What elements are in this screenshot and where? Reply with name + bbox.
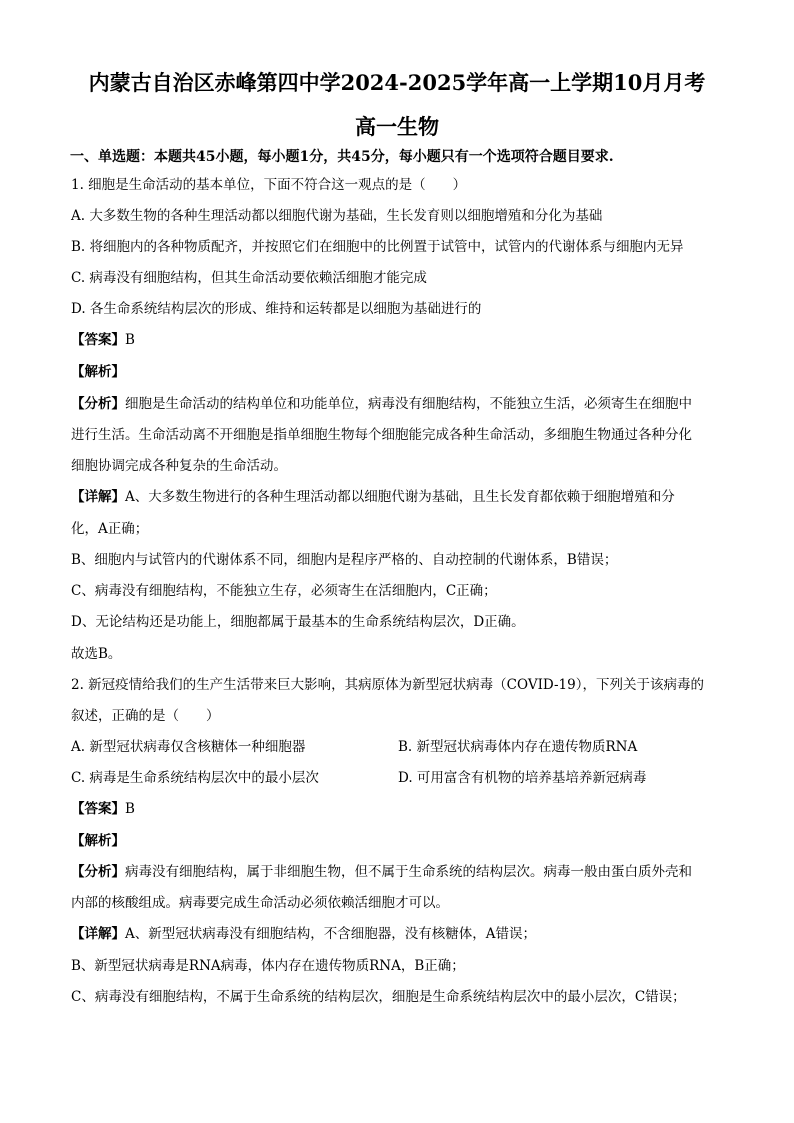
answer-value: B [125, 332, 135, 348]
answer-tag: 【答案】 [71, 801, 125, 817]
q1-stem: 1. 细胞是生命活动的基本单位，下面不符合这一观点的是（ ） [71, 177, 467, 193]
q2-stem: 2. 新冠疫情给我们的生产生活带来巨大影响，其病原体为新型冠状病毒（COVID-19），下列关于该病毒的 [71, 677, 704, 693]
q2-xiangjie-line: B、新型冠状病毒是RNA病毒，体内存在遗传物质RNA，B正确； [71, 958, 465, 974]
q2-option-b: B. 新型冠状病毒体内存在遗传物质RNA [398, 739, 638, 755]
q1-analysis-tag: 【解析】 [71, 364, 125, 380]
q1-xiangjie-line: B、细胞内与试管内的代谢体系不同，细胞内是程序严格的、自动控制的代谢体系，B错误； [71, 552, 618, 568]
q2-option-c: C. 病毒是生命系统结构层次中的最小层次 [71, 770, 319, 786]
q1-xiangjie-line: 化，A正确； [71, 521, 149, 537]
section-heading: 一、单选题：本题共45小题，每小题1分，共45分，每小题只有一个选项符合题目要求. [70, 149, 614, 165]
q2-fenxi-line: 内部的核酸组成。病毒要完成生命活动必须依赖活细胞才可以。 [71, 895, 449, 911]
q2-option-a: A. 新型冠状病毒仅含核糖体一种细胞器 [71, 739, 306, 755]
q2-analysis-tag: 【解析】 [71, 833, 125, 849]
exam-subtitle: 高一生物 [355, 114, 439, 139]
q1-xiangjie-line: C、病毒没有细胞结构，不能独立生存，必须寄生在活细胞内，C正确； [71, 583, 497, 599]
q2-xiangjie-line: 【详解】A、新型冠状病毒没有细胞结构，不含细胞器，没有核糖体，A错误； [71, 926, 536, 942]
q2-xiangjie-line: C、病毒没有细胞结构，不属于生命系统的结构层次，细胞是生命系统结构层次中的最小层次，C错误； [71, 989, 686, 1005]
xiangjie-tag: 【详解】 [71, 926, 125, 942]
fenxi-tag: 【分析】 [71, 396, 125, 412]
q1-option-b: B. 将细胞内的各种物质配齐，并按照它们在细胞中的比例置于试管中，试管内的代谢体系与细胞内无异 [71, 239, 684, 255]
q2-options-row [71, 736, 731, 758]
q1-answer [71, 329, 731, 351]
q2-options-row [71, 767, 731, 789]
q1-fenxi-line: 进行生活。生命活动离不开细胞是指单细胞生物每个细胞能完成各种生命活动，多细胞生物通过各种分化 [71, 427, 692, 443]
q2-stem: 叙述，正确的是（ ） [71, 708, 220, 724]
answer-value: B [125, 801, 135, 817]
answer-tag: 【答案】 [71, 332, 125, 348]
q1-fenxi-line: 【分析】细胞是生命活动的结构单位和功能单位，病毒没有细胞结构，不能独立生活，必须寄生在细胞中 [71, 396, 692, 412]
q1-option-d: D. 各生命系统结构层次的形成、维持和运转都是以细胞为基础进行的 [71, 301, 482, 317]
fenxi-tag: 【分析】 [71, 864, 125, 880]
q1-xiangjie-line: D、无论结构还是功能上，细胞都属于最基本的生命系统结构层次，D正确。 [71, 614, 525, 630]
q1-conclusion: 故选B。 [71, 646, 122, 662]
q1-option-c: C. 病毒没有细胞结构，但其生命活动要依赖活细胞才能完成 [71, 270, 427, 286]
q1-xiangjie-line: 【详解】A、大多数生物进行的各种生理活动都以细胞代谢为基础，且生长发育都依赖于细胞增殖和分 [71, 489, 675, 505]
q2-fenxi-line: 【分析】病毒没有细胞结构，属于非细胞生物，但不属于生命系统的结构层次。病毒一般由蛋白质外壳和 [71, 864, 692, 880]
q1-fenxi-line: 细胞协调完成各种复杂的生命活动。 [71, 458, 287, 474]
xiangjie-tag: 【详解】 [71, 489, 125, 505]
exam-title: 内蒙古自治区赤峰第四中学2024-2025学年高一上学期10月月考 [88, 70, 706, 95]
q1-option-a: A. 大多数生物的各种生理活动都以细胞代谢为基础，生长发育则以细胞增殖和分化为基础 [71, 208, 603, 224]
q2-answer [71, 798, 731, 820]
q2-option-d: D. 可用富含有机物的培养基培养新冠病毒 [398, 770, 647, 786]
